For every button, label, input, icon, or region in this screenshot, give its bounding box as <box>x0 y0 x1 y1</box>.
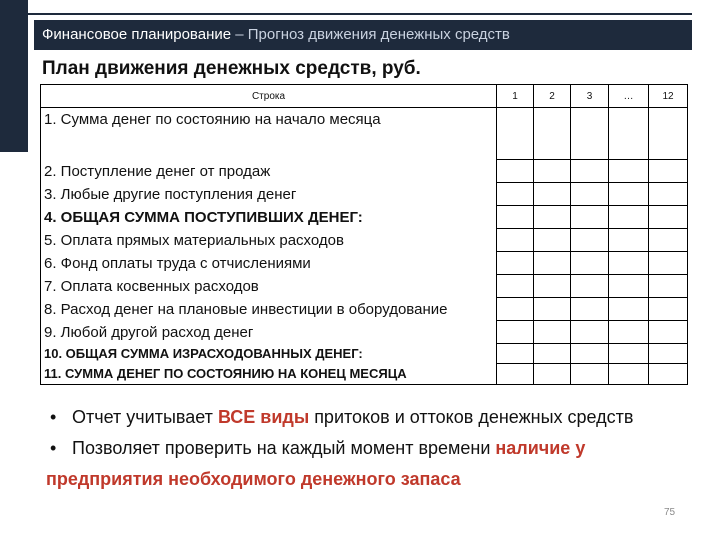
top-rule <box>28 13 692 15</box>
table-row <box>41 183 688 206</box>
table-row <box>41 229 688 252</box>
table-cell <box>534 298 571 321</box>
row-label: 4. ОБЩАЯ СУММА ПОСТУПИВШИХ ДЕНЕГ: <box>41 206 497 229</box>
table-cell <box>571 275 609 298</box>
table-cell <box>609 183 649 206</box>
bullet-dot-icon: • <box>50 438 57 458</box>
row-label: 11. СУММА ДЕНЕГ ПО СОСТОЯНИЮ НА КОНЕЦ МЕСЯЦА <box>41 364 497 385</box>
table-cell <box>497 252 534 275</box>
table-cell <box>571 364 609 385</box>
table-cell <box>571 183 609 206</box>
table-cell <box>571 160 609 183</box>
table-cell <box>609 252 649 275</box>
table-cell <box>534 364 571 385</box>
table-cell <box>649 229 688 252</box>
header-subtitle: Прогноз движения денежных средств <box>247 26 510 43</box>
table-cell <box>571 252 609 275</box>
table-cell <box>609 321 649 344</box>
table-cell <box>534 252 571 275</box>
table-cell <box>571 344 609 364</box>
table-row <box>41 275 688 298</box>
row-label: 9. Любой другой расход денег <box>41 321 497 344</box>
table-cell <box>609 275 649 298</box>
table-row <box>41 160 688 183</box>
table-cell <box>534 206 571 229</box>
column-header: Строка <box>41 85 497 108</box>
table-cell <box>534 321 571 344</box>
bullet-highlight: ВСЕ виды <box>217 407 310 427</box>
bullet-text: Позволяет проверить на каждый момент времени <box>72 438 496 458</box>
row-label: 10. ОБЩАЯ СУММА ИЗРАСХОДОВАННЫХ ДЕНЕГ: <box>41 344 497 364</box>
table-cell <box>497 321 534 344</box>
bullet-item <box>46 433 686 495</box>
table-cell <box>649 108 688 160</box>
column-header: … <box>609 85 649 108</box>
table-row <box>41 364 688 385</box>
row-label: 7. Оплата косвенных расходов <box>41 275 497 298</box>
bullet-text: Отчет учитывает <box>72 407 218 427</box>
page-title: План движения денежных средств, руб. <box>42 58 421 79</box>
bullet-highlight: наличие у предприятия необходимого денежного запаса <box>46 438 586 489</box>
table-cell <box>609 160 649 183</box>
column-header: 3 <box>571 85 609 108</box>
bullet-list <box>46 402 686 495</box>
table-row <box>41 321 688 344</box>
table-cell <box>497 298 534 321</box>
table-cell <box>497 206 534 229</box>
column-header: 1 <box>497 85 534 108</box>
cash-flow-table <box>40 84 688 385</box>
table-cell <box>609 108 649 160</box>
bullet-text: притоков и оттоков денежных средств <box>309 407 634 427</box>
header-title: Финансовое планирование <box>42 26 232 43</box>
row-label: 1. Сумма денег по состоянию на начало месяца <box>41 108 497 160</box>
header-bar <box>34 20 692 50</box>
row-label: 2. Поступление денег от продаж <box>41 160 497 183</box>
row-label: 5. Оплата прямых материальных расходов <box>41 229 497 252</box>
table-cell <box>649 206 688 229</box>
table-cell <box>534 229 571 252</box>
table-cell <box>497 344 534 364</box>
table-cell <box>649 160 688 183</box>
table-cell <box>571 206 609 229</box>
table-cell <box>571 108 609 160</box>
table-cell <box>571 321 609 344</box>
table-cell <box>649 321 688 344</box>
table-cell <box>534 183 571 206</box>
table-cell <box>649 298 688 321</box>
bullet-dot-icon: • <box>50 407 57 427</box>
table-cell <box>649 183 688 206</box>
table-cell <box>534 275 571 298</box>
left-accent-bar <box>0 0 28 152</box>
row-label: 6. Фонд оплаты труда с отчислениями <box>41 252 497 275</box>
table-cell <box>534 160 571 183</box>
table-cell <box>609 298 649 321</box>
bullet-item <box>46 402 686 433</box>
table-cell <box>571 298 609 321</box>
table-row <box>41 298 688 321</box>
table-cell <box>609 344 649 364</box>
table-cell <box>534 108 571 160</box>
table-cell <box>497 183 534 206</box>
table-cell <box>609 206 649 229</box>
page-number: 75 <box>664 507 676 518</box>
table-row <box>41 206 688 229</box>
column-header: 12 <box>649 85 688 108</box>
table-cell <box>649 344 688 364</box>
column-header: 2 <box>534 85 571 108</box>
header-separator: – <box>231 26 248 43</box>
row-label: 8. Расход денег на плановые инвестиции в оборудование <box>41 298 497 321</box>
table-cell <box>649 275 688 298</box>
table-cell <box>497 229 534 252</box>
table-cell <box>649 252 688 275</box>
table-cell <box>497 364 534 385</box>
row-label: 3. Любые другие поступления денег <box>41 183 497 206</box>
table-cell <box>534 344 571 364</box>
table-cell <box>609 229 649 252</box>
table-cell <box>609 364 649 385</box>
table-cell <box>497 160 534 183</box>
table-row <box>41 108 688 160</box>
table-header-row <box>41 85 688 108</box>
table-cell <box>649 364 688 385</box>
table-cell <box>497 108 534 160</box>
table-row <box>41 252 688 275</box>
table-row <box>41 344 688 364</box>
table-cell <box>571 229 609 252</box>
table-cell <box>497 275 534 298</box>
